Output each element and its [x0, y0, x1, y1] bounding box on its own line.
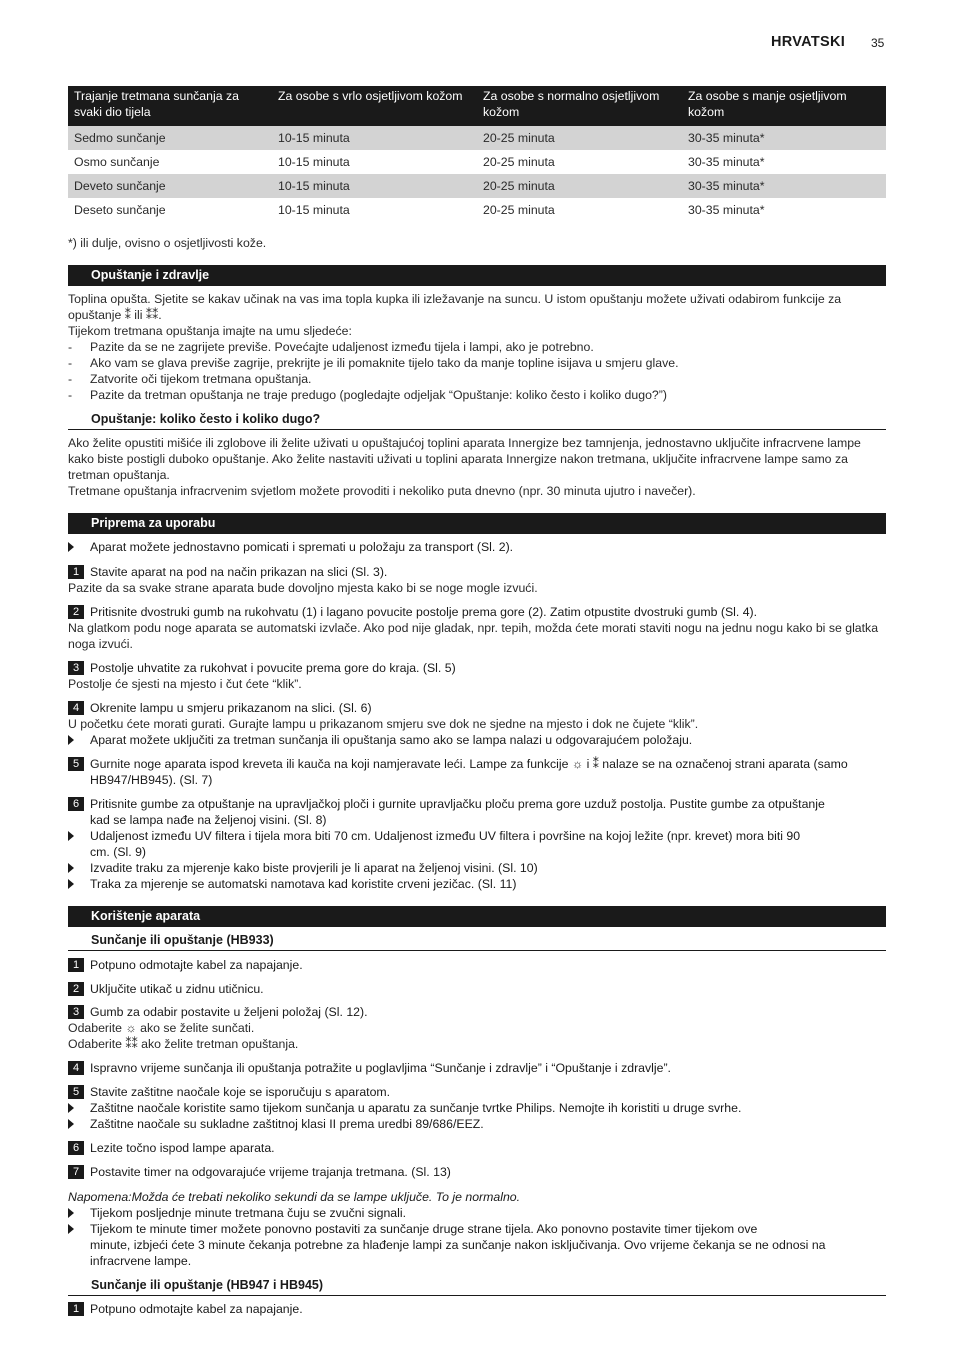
table-cell: 30-35 minuta*	[688, 203, 765, 217]
bullet-text: Izvadite traku za mjerenje kako biste provjerili je li aparat na željenoj visini. (Sl. 10)	[90, 861, 538, 875]
relaxation-frequency-text	[68, 435, 888, 499]
step-text: Potpuno odmotajte kabel za napajanje.	[90, 958, 303, 972]
step-number: 6	[68, 797, 84, 811]
step-text: Uključite utikač u zidnu utičnicu.	[90, 982, 264, 996]
table-cell: 30-35 minuta*	[682, 174, 886, 198]
step-number: 4	[68, 701, 84, 715]
step-text: Pritisnite gumbe za otpuštanje na upravljačkoj ploči i gurnite upravljačku ploču prema gore uzduž postolja. Pustite gumbe za otpuštanje	[90, 797, 825, 811]
section-heading-text: Priprema za uporabu	[91, 516, 216, 530]
step-note: U početku ćete morati gurati. Gurajte lampu u prikazanom smjeru sve dok ne sjedne na mjesto i dok ne čujete “klik”.	[68, 717, 699, 731]
table-cell: 20-25 minuta	[483, 155, 555, 169]
section-heading-preparation	[68, 513, 886, 534]
step-note: Odaberite ⁑⁑ ako želite tretman opuštanja.	[68, 1037, 299, 1051]
list-item	[68, 355, 888, 371]
list-item-text: Pazite da se ne zagrijete previše. Povećajte udaljenost između tijela i lampi, ako je potrebno.	[90, 340, 594, 354]
section-heading-text: Korištenje aparata	[91, 909, 201, 923]
bullet-text: Tijekom posljednje minute tretmana čuju se zvučni signali.	[90, 1206, 406, 1220]
step-number: 5	[68, 1085, 84, 1099]
bullet-item	[68, 539, 888, 555]
bullet-text: Zaštitne naočale su sukladne zaštitnoj klasi II prema uredbi 89/686/EEZ.	[90, 1117, 484, 1131]
table-footnote: *) ili dulje, ovisno o osjetljivosti kože.	[68, 236, 267, 250]
step-item	[68, 604, 888, 652]
dash-marker: -	[68, 388, 73, 402]
step-text: Stavite zaštitne naočale koje se isporučuju s aparatom.	[90, 1085, 391, 1099]
step-item	[68, 981, 888, 997]
bullet-arrow-icon	[68, 1224, 74, 1234]
note-text: Napomena:Možda će trebati nekoliko sekundi da se lampe uključe. To je normalno.	[68, 1190, 521, 1204]
step-number: 2	[68, 982, 84, 996]
step-note: Pazite da sa svake strane aparata bude dovoljno mjesta kako bi se noge mogle izvući.	[68, 581, 538, 595]
subheading-relaxation-frequency	[68, 411, 886, 430]
subheading-text: Opuštanje: koliko često i koliko dugo?	[91, 412, 321, 426]
subheading-hb947-hb945	[68, 1277, 886, 1296]
bullet-item	[68, 1116, 888, 1132]
table-cell: 10-15 minuta	[278, 203, 350, 217]
step-number: 3	[68, 661, 84, 675]
step-note: Postolje će sjesti na mjesto i čut ćete “klik”.	[68, 677, 302, 691]
step-item	[68, 1060, 888, 1076]
table-cell: Deseto sunčanje	[74, 203, 166, 217]
bullet-arrow-icon	[68, 1208, 74, 1218]
bullet-arrow-icon	[68, 1103, 74, 1113]
step-note: Odaberite ☼ ako se želite sunčati.	[68, 1021, 255, 1035]
table-row	[68, 126, 886, 150]
bullet-text: Aparat možete jednostavno pomicati i spremati u položaju za transport (Sl. 2).	[90, 540, 514, 554]
table-header-cell: Za osobe s vrlo osjetljivom kožom	[272, 86, 477, 126]
bullet-item	[68, 1100, 888, 1116]
table-cell: 20-25 minuta	[477, 126, 682, 150]
table-header-cell: Za osobe s normalno osjetljivom kožom	[477, 86, 682, 126]
step-text: Stavite aparat na pod na način prikazan na slici (Sl. 3).	[90, 565, 388, 579]
step-text: Gurnite noge aparata ispod kreveta ili kauča na koji namjeravate leći. Lampe za funkcije ☼ i ⁑ nalaze se na označenoj strani aparata (samo	[90, 757, 848, 771]
list-item-text: Zatvorite oči tijekom tretmana opuštanja.	[90, 372, 312, 386]
step-text-continued: HB947/HB945). (Sl. 7)	[90, 773, 213, 787]
bullet-item	[68, 1205, 888, 1221]
step-number: 1	[68, 958, 84, 972]
step-number: 1	[68, 1302, 84, 1316]
bullet-arrow-icon	[68, 542, 74, 552]
page-number: 35	[871, 36, 885, 50]
table-header-cell: Trajanje tretmana sunčanja za svaki dio tijela	[68, 86, 272, 126]
paragraph: Tijekom tretmana opuštanja imajte na umu sljedeće:	[68, 324, 352, 338]
dash-marker: -	[68, 372, 73, 386]
list-item-text: Ako vam se glava previše zagrije, prekrijte je ili pomaknite tijelo tako da manje topline isijava u smjeru glave.	[90, 356, 679, 370]
subheading-text: Sunčanje ili opuštanje (HB933)	[91, 933, 274, 947]
step-note: Na glatkom podu noge aparata se automatski izvlače. Ako pod nije gladak, npr. tepih, možda ćete morati staviti nogu na jednu nogu kako bi se glatka noga izvući.	[68, 621, 879, 651]
table-cell: 30-35 minuta*	[682, 126, 886, 150]
bullet-text: Zaštitne naočale koristite samo tijekom sunčanja u aparatu za sunčanje tvrtke Philips. Nemojte ih koristiti u druge svrhe.	[90, 1101, 742, 1115]
paragraph: Ako želite opustiti mišiće ili zglobove ili želite uživati u opuštajućoj toplini aparata Innergize bez tamnjenja, jednostavno uključite infracrvene lampe kako biste postigli duboko opuštanje. Ako želite nastaviti uživati u toplini aparata Innergize nakon tretmana, uključite infracrvene lampe samo za tretman opuštanja.	[68, 436, 861, 482]
step-item	[68, 1140, 888, 1156]
table-cell: 10-15 minuta	[272, 126, 477, 150]
table-row	[68, 198, 886, 222]
bullet-text: Tijekom te minute timer možete ponovno postaviti za sunčanje druge strane tijela. Ako ponovno postavite timer tijekom ove	[90, 1222, 758, 1236]
step-number: 2	[68, 605, 84, 619]
step-item	[68, 796, 888, 828]
step-number: 5	[68, 757, 84, 771]
bullet-arrow-icon	[68, 735, 74, 745]
bullet-text: Aparat možete uključiti za tretman sunčanja ili opuštanja samo ako se lampa nalazi u odgovarajućem položaju.	[90, 733, 693, 747]
step-text: Potpuno odmotajte kabel za napajanje.	[90, 1302, 303, 1316]
list-item	[68, 387, 888, 403]
table-header-row	[68, 86, 886, 126]
step-number: 7	[68, 1165, 84, 1179]
table-cell: Deveto sunčanje	[68, 174, 272, 198]
step-number: 3	[68, 1005, 84, 1019]
table-cell: 10-15 minuta	[278, 155, 350, 169]
step-item	[68, 957, 888, 973]
step-item	[68, 564, 888, 596]
bullet-text-continued: cm. (Sl. 9)	[90, 845, 147, 859]
language-label: HRVATSKI	[771, 34, 846, 50]
step-text: Postavite timer na odgovarajuće vrijeme trajanja tretmana. (Sl. 13)	[90, 1165, 451, 1179]
bullet-arrow-icon	[68, 1119, 74, 1129]
bullet-item	[68, 828, 888, 860]
list-item	[68, 339, 888, 355]
bullet-arrow-icon	[68, 863, 74, 873]
relaxation-intro	[68, 291, 888, 403]
step-text-continued: kad se lampa nađe na željenoj visini. (Sl. 8)	[90, 813, 327, 827]
section-heading-relaxation	[68, 265, 886, 286]
subheading-text: Sunčanje ili opuštanje (HB947 i HB945)	[91, 1278, 324, 1292]
table-row	[68, 150, 886, 174]
paragraph: opuštanje ⁑ ili ⁑⁑.	[68, 308, 162, 322]
section-heading-usage	[68, 906, 886, 927]
paragraph: Toplina opušta. Sjetite se kakav učinak na vas ima topla kupka ili izležavanje na suncu. U istom opuštanju možete uživati odabirom funkcije za	[68, 292, 842, 306]
step-item	[68, 1084, 888, 1100]
bullet-arrow-icon	[68, 831, 74, 841]
step-text: Lezite točno ispod lampe aparata.	[90, 1141, 275, 1155]
step-number: 1	[68, 565, 84, 579]
bullet-text-continued: infracrvene lampe.	[90, 1254, 192, 1268]
subheading-hb933	[68, 932, 886, 951]
step-text: Okrenite lampu u smjeru prikazanom na slici. (Sl. 6)	[90, 701, 372, 715]
step-text: Ispravno vrijeme sunčanja ili opuštanja potražite u poglavljima “Sunčanje i zdravlje” i “Opuštanje i zdravlje”.	[90, 1061, 671, 1075]
table-cell: Sedmo sunčanje	[68, 126, 272, 150]
step-number: 6	[68, 1141, 84, 1155]
step-item	[68, 660, 888, 692]
tanning-time-table	[68, 86, 886, 222]
step-text: Postolje uhvatite za rukohvat i povucite prema gore do kraja. (Sl. 5)	[90, 661, 456, 675]
list-item	[68, 371, 888, 387]
step-item	[68, 700, 888, 732]
table-cell: 20-25 minuta	[477, 174, 682, 198]
dash-marker: -	[68, 356, 73, 370]
bullet-text: Udaljenost između UV filtera i tijela mora biti 70 cm. Udaljenost između UV filtera i površine na kojoj ležite (npr. krevet) mora biti 90	[90, 829, 801, 843]
table-header-cell: Za osobe s manje osjetljivom kožom	[682, 86, 886, 126]
bullet-item	[68, 860, 888, 876]
bullet-text: Traka za mjerenje se automatski namotava kad koristite crveni jezičac. (Sl. 11)	[90, 877, 517, 891]
step-text: Gumb za odabir postavite u željeni položaj (Sl. 12).	[90, 1005, 368, 1019]
step-item	[68, 1301, 888, 1317]
bullet-item	[68, 876, 888, 892]
list-item-text: Pazite da tretman opuštanja ne traje predugo (pogledajte odjeljak “Opuštanje: koliko često i koliko dugo?”)	[90, 388, 667, 402]
bullet-text-continued: minute, izbjeći ćete 3 minute čekanja potrebne za hlađenje lampi za sunčanje nakon isključivanja. Ovo vrijeme čekanja se ne odnosi na	[90, 1238, 826, 1252]
section-heading-text: Opuštanje i zdravlje	[91, 268, 210, 282]
paragraph: Tretmane opuštanja infracrvenim svjetlom možete provoditi i nekoliko puta dnevno (npr. 30 minuta ujutro i navečer).	[68, 484, 696, 498]
step-item	[68, 1004, 888, 1052]
step-item	[68, 1164, 888, 1180]
bullet-item	[68, 732, 888, 748]
table-cell: 20-25 minuta	[483, 203, 555, 217]
dash-marker: -	[68, 340, 73, 354]
table-cell: Osmo sunčanje	[74, 155, 160, 169]
bullet-item	[68, 1221, 888, 1269]
step-text: Pritisnite dvostruki gumb na rukohvatu (1) i lagano povucite postolje prema gore (2). Zatim otpustite dvostruki gumb (Sl. 4).	[90, 605, 758, 619]
table-cell: 30-35 minuta*	[688, 155, 765, 169]
step-number: 4	[68, 1061, 84, 1075]
bullet-arrow-icon	[68, 879, 74, 889]
table-row	[68, 174, 886, 198]
table-cell: 10-15 minuta	[272, 174, 477, 198]
step-item	[68, 756, 888, 788]
